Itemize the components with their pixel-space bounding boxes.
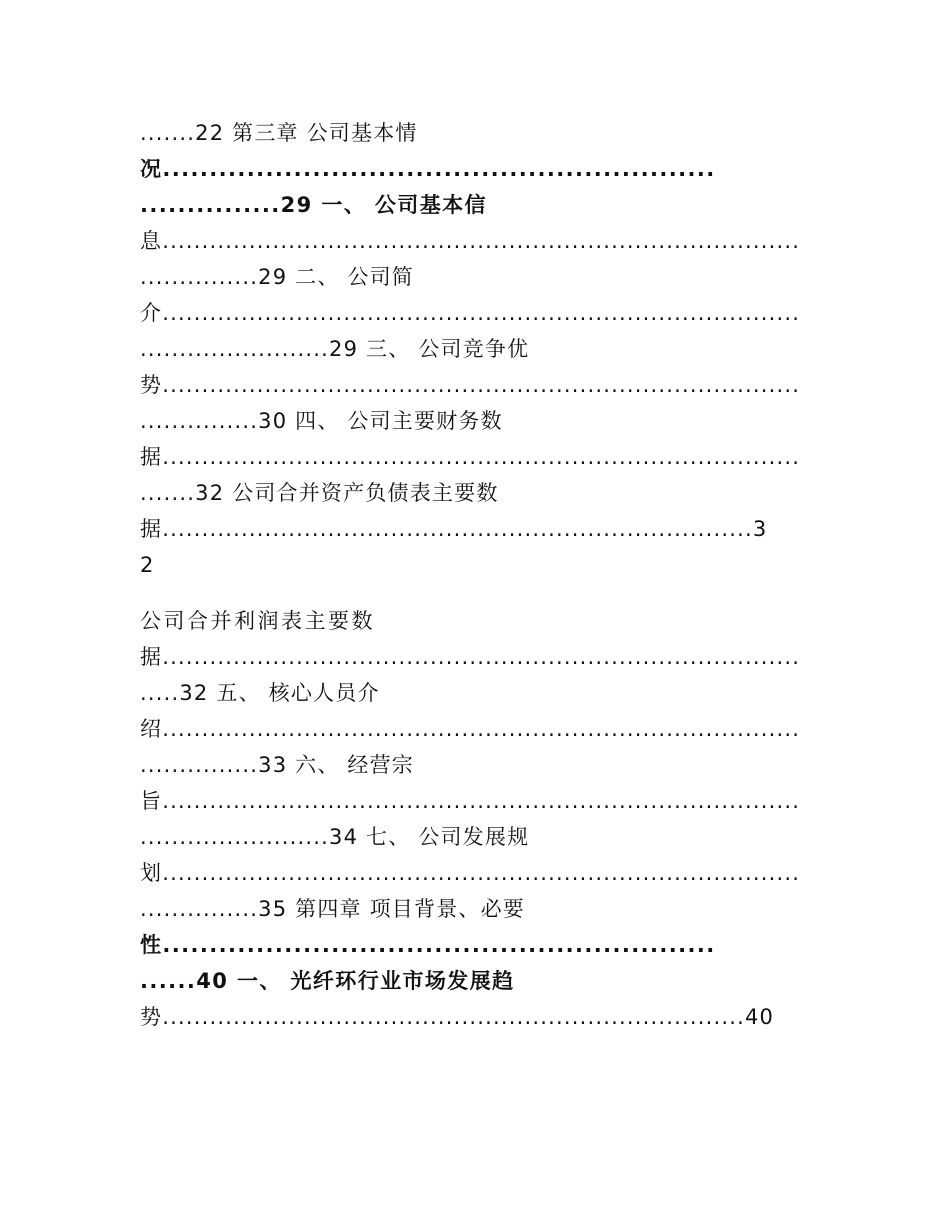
toc-line: 息.................................................................................: [140, 229, 801, 253]
toc-line: 旨.................................................................................: [140, 789, 801, 813]
toc-line: 划.................................................................................: [140, 861, 801, 885]
toc-line: 绍.................................................................................: [140, 717, 801, 741]
toc-line: .......32 公司合并资产负债表主要数: [140, 481, 499, 505]
toc-line: 2: [140, 553, 155, 577]
toc-line: 性...........................................................: [140, 933, 716, 957]
toc-line: 介.................................................................................: [140, 301, 801, 325]
toc-line: ......40 一、 光纤环行业市场发展趋: [140, 969, 515, 993]
toc-line: ........................29 三、 公司竞争优: [140, 337, 530, 361]
toc-line: 据.................................................................................: [140, 445, 801, 469]
toc-line: .......22 第三章 公司基本情: [140, 121, 418, 145]
toc-line: ........................34 七、 公司发展规: [140, 825, 530, 849]
toc-line: ...............29 一、 公司基本信: [140, 193, 487, 217]
toc-line: 据.................................................................................: [140, 645, 801, 669]
toc-line: ...............35 第四章 项目背景、必要: [140, 897, 526, 921]
toc-line: 势..........................................................................40: [140, 1005, 775, 1029]
toc-line: 势.................................................................................: [140, 373, 801, 397]
toc-line: 况...........................................................: [140, 157, 716, 181]
toc-line: ...............29 二、 公司简: [140, 265, 415, 289]
toc-line: ...............33 六、 经营宗: [140, 753, 415, 777]
toc-line: .....32 五、 核心人员介: [140, 681, 380, 705]
toc-line: 据...........................................................................3: [140, 517, 768, 541]
toc-line: 公司合并利润表主要数: [140, 609, 375, 633]
toc-line: ...............30 四、 公司主要财务数: [140, 409, 503, 433]
